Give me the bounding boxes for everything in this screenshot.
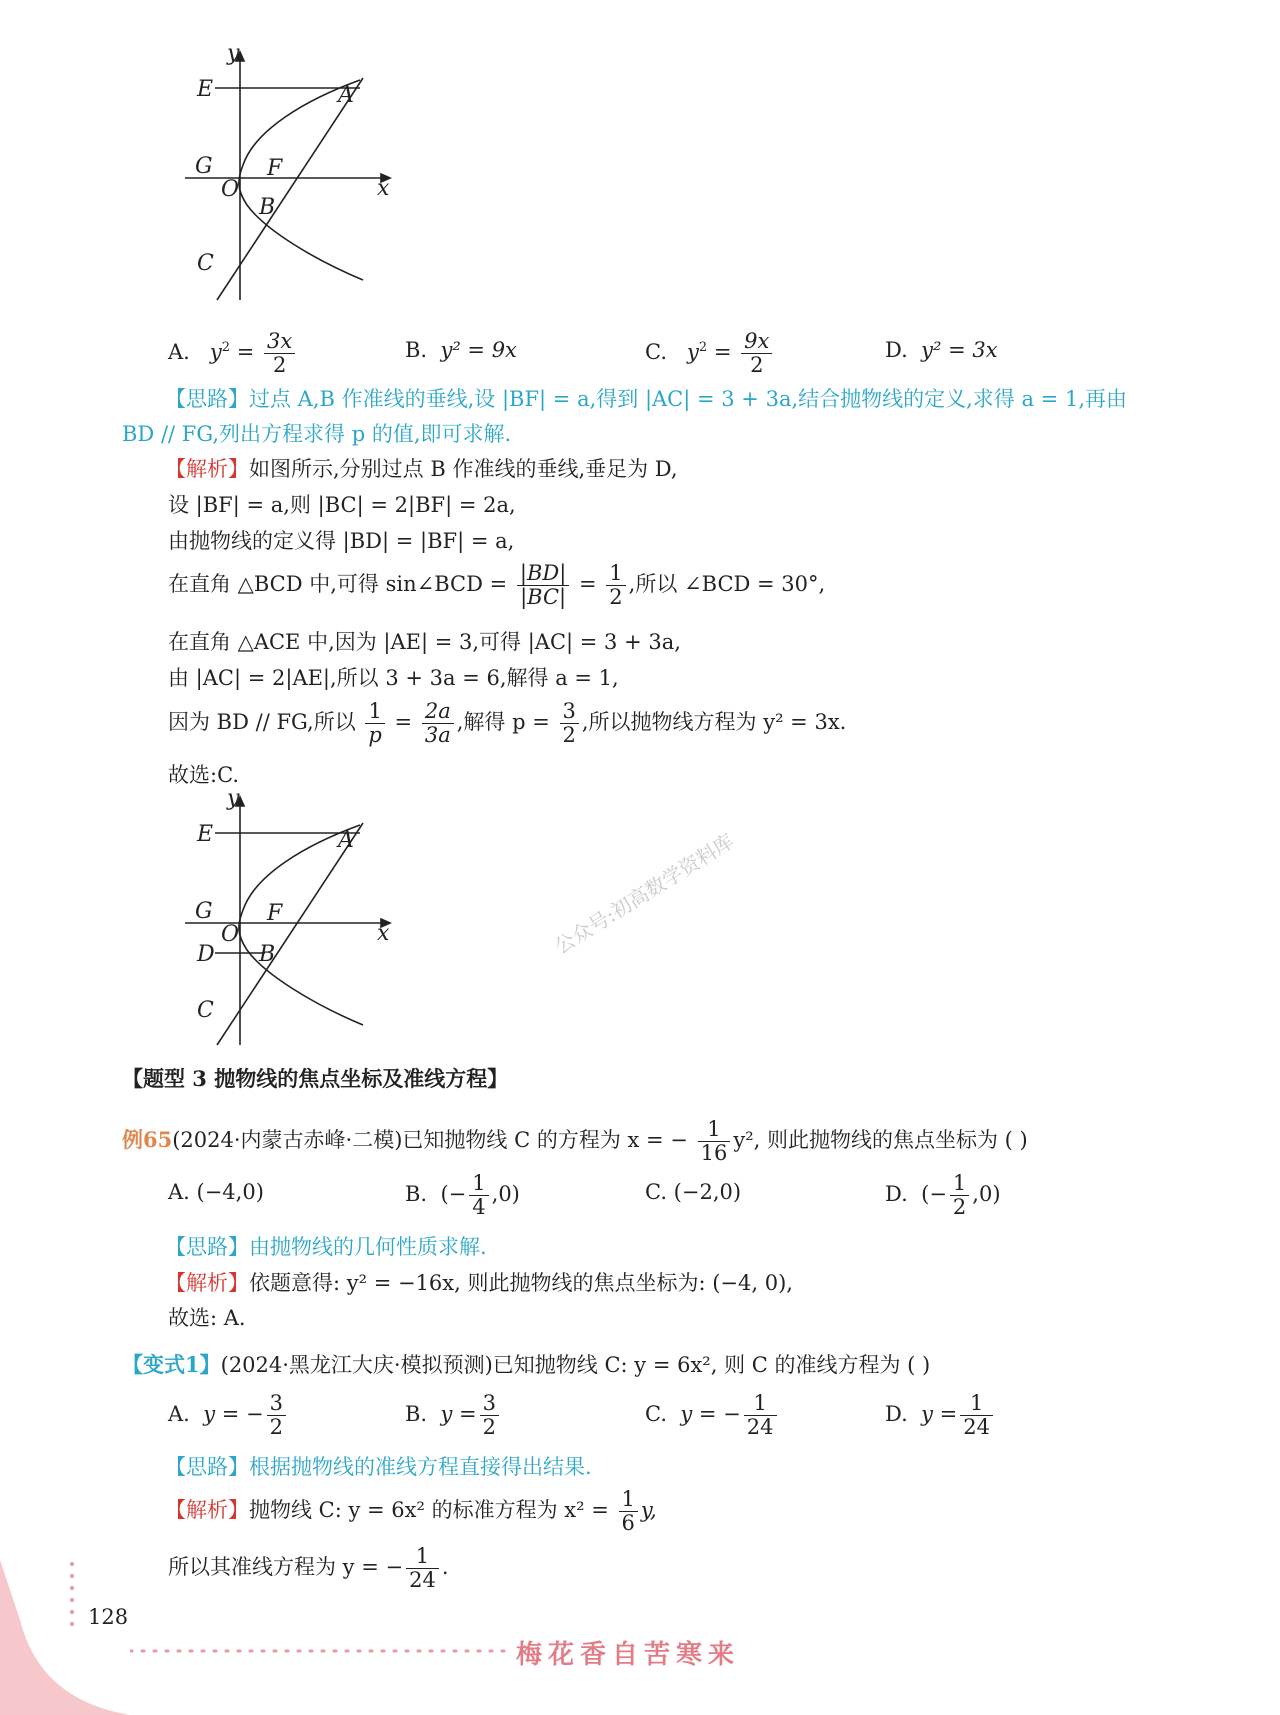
solution-line-4	[168, 562, 825, 609]
fraction	[960, 1392, 993, 1439]
point-label-c: C	[197, 251, 214, 276]
point-label-a: A	[338, 83, 354, 108]
frac-den: 6	[621, 1511, 635, 1536]
option-letter: C.	[645, 1402, 667, 1427]
solution-text: .	[441, 1555, 449, 1580]
solution-text: ,所以 ∠BCD = 30°,	[628, 572, 826, 597]
idea-line-1	[165, 384, 1127, 414]
idea-tag: 【思路】	[165, 1455, 249, 1479]
option-letter: B.	[405, 1402, 428, 1427]
frac-num: 1	[406, 1545, 439, 1569]
example-65-stem	[122, 1118, 1028, 1165]
frac-num: 1	[469, 1172, 488, 1196]
axis-label-x: x	[377, 921, 390, 946]
option-letter: D.	[885, 1182, 908, 1207]
fraction	[744, 1392, 777, 1439]
solution-line-2: 设 |BF| = a,则 |BC| = 2|BF| = 2a,	[168, 493, 516, 517]
option-text: ,0)	[972, 1182, 1001, 1207]
example-65-option-d[interactable]	[885, 1172, 1001, 1219]
option-letter: A.	[168, 340, 190, 365]
fraction-3-2	[560, 700, 579, 747]
solution-text: 如图所示,分别过点 B 作准线的垂线,垂足为 D,	[249, 457, 678, 481]
frac-den: 3a	[424, 723, 451, 748]
point-label-f: F	[267, 901, 283, 926]
option-fraction	[741, 330, 772, 377]
option-text: y² = 3x	[921, 338, 998, 362]
option-text: y = −	[680, 1402, 741, 1427]
option-text: y =	[440, 1402, 477, 1427]
idea-tag: 【思路】	[165, 387, 249, 411]
solution-text: 依题意得: y² = −16x, 则此抛物线的焦点坐标为: (−4, 0),	[249, 1271, 793, 1295]
option-b[interactable]	[405, 338, 517, 362]
idea-text: 由抛物线的几何性质求解.	[249, 1235, 487, 1259]
solution-text: 抛物线 C: y = 6x² 的标准方程为 x² =	[249, 1498, 609, 1523]
point-label-e: E	[197, 822, 214, 847]
frac-den: 24	[409, 1568, 436, 1593]
idea-line-2: BD // FG,列出方程求得 p 的值,即可求解.	[122, 422, 512, 446]
answer-line: 故选:C.	[168, 763, 240, 787]
example-65-answer: 故选: A.	[168, 1306, 246, 1330]
point-label-o: O	[221, 177, 240, 202]
variant-tag: 【变式1】	[122, 1352, 221, 1377]
point-label-e: E	[197, 77, 214, 102]
frac-num: 1	[950, 1172, 969, 1196]
frac-den: 2	[269, 1415, 283, 1440]
page-number: 128	[88, 1605, 129, 1629]
fraction	[480, 1392, 499, 1439]
solution-tag: 【解析】	[165, 1271, 249, 1295]
fraction-1-16	[698, 1118, 731, 1165]
option-letter: A.	[168, 1402, 190, 1427]
point-label-d: D	[197, 942, 215, 967]
parabola-figure-1	[185, 40, 415, 310]
option-letter: B.	[405, 1182, 428, 1207]
option-letter: D.	[885, 1402, 908, 1427]
point-label-b: B	[259, 195, 276, 220]
fraction-2a-3a	[422, 700, 454, 747]
solution-text: 在直角 △BCD 中,可得 sin∠BCD =	[168, 572, 508, 597]
solution-tag: 【解析】	[165, 457, 249, 481]
frac-den: 2	[272, 353, 287, 378]
solution-text: 所以其准线方程为 y = −	[168, 1555, 404, 1580]
parabola-figure-2	[185, 785, 415, 1055]
option-eq: =	[713, 340, 732, 365]
solution-line-1	[165, 454, 678, 484]
frac-den: |BC|	[520, 585, 567, 610]
fraction-1-p	[365, 700, 384, 747]
variant-1-option-b[interactable]	[405, 1392, 502, 1439]
variant-1-solution-2	[168, 1545, 449, 1592]
point-label-a: A	[338, 828, 354, 853]
fraction	[267, 1392, 286, 1439]
equals: =	[579, 572, 597, 597]
option-c[interactable]	[645, 330, 775, 377]
point-label-f: F	[267, 156, 283, 181]
frac-den: 4	[472, 1195, 486, 1220]
fraction-1-24	[406, 1545, 439, 1592]
example-65-option-b[interactable]	[405, 1172, 520, 1219]
solution-line-6: 由 |AC| = 2|AE|,所以 3 + 3a = 6,解得 a = 1,	[168, 666, 619, 690]
idea-text: 根据抛物线的准线方程直接得出结果.	[249, 1455, 592, 1479]
variant-1-solution	[165, 1488, 657, 1535]
option-var: y	[687, 340, 699, 365]
axis-label-x: x	[377, 176, 390, 201]
option-text: ,0)	[491, 1182, 520, 1207]
axis-label-y: y	[227, 786, 240, 811]
fraction-1-2	[950, 1172, 969, 1219]
frac-den: 24	[746, 1415, 774, 1440]
frac-den: 16	[700, 1141, 728, 1166]
solution-line-7	[168, 700, 846, 747]
variant-1-option-d[interactable]	[885, 1392, 996, 1439]
watermark: 公众号:初高数学资料库	[550, 828, 739, 959]
stem-text: (2024·内蒙古赤峰·二模)已知抛物线 C 的方程为 x = −	[172, 1128, 688, 1153]
option-fraction	[264, 330, 295, 377]
idea-tag: 【思路】	[165, 1235, 249, 1259]
option-text: y =	[921, 1402, 958, 1427]
solution-text: y,	[640, 1498, 657, 1523]
stem-text: (2024·黑龙江大庆·模拟预测)已知抛物线 C: y = 6x², 则 C 的准线方程为 ( )	[220, 1353, 931, 1377]
fraction-bd-bc	[517, 562, 569, 609]
solution-line-3: 由抛物线的定义得 |BD| = |BF| = a,	[168, 529, 515, 553]
point-label-g: G	[195, 154, 213, 179]
option-var: y	[209, 340, 222, 365]
equals: =	[394, 710, 413, 735]
page-corner-decoration	[0, 1560, 130, 1715]
option-text: y² = 9x	[440, 338, 517, 362]
frac-num: 1	[960, 1392, 993, 1416]
example-65-idea	[165, 1232, 487, 1262]
variant-1-option-a[interactable]	[168, 1392, 289, 1439]
frac-den: 2	[609, 585, 623, 610]
solution-line-5: 在直角 △ACE 中,因为 |AE| = 3,可得 |AC| = 3 + 3a,	[168, 630, 681, 654]
option-a[interactable]	[168, 330, 298, 377]
example-65-option-a[interactable]: A. (−4,0)	[168, 1180, 264, 1204]
option-text: y = −	[203, 1402, 264, 1427]
frac-num: 1	[606, 562, 625, 586]
variant-1-idea	[165, 1452, 592, 1482]
point-label-g: G	[195, 899, 213, 924]
frac-num: |BD|	[517, 562, 569, 586]
frac-num: 3	[480, 1392, 499, 1416]
solution-text: ,解得 p =	[456, 710, 550, 735]
frac-den: p	[368, 723, 382, 748]
solution-tag: 【解析】	[165, 1498, 249, 1523]
frac-num: 3x	[264, 330, 295, 354]
frac-den: 2	[952, 1195, 967, 1220]
point-label-b: B	[259, 942, 276, 967]
fraction-1-6	[619, 1488, 638, 1535]
fraction-1-4	[469, 1172, 488, 1219]
frac-den: 2	[750, 353, 764, 378]
option-sup: 2	[698, 340, 708, 356]
example-65-solution	[165, 1268, 793, 1298]
footer-dotted-line	[130, 1648, 510, 1654]
point-label-c: C	[197, 998, 214, 1023]
frac-den: 2	[482, 1415, 496, 1440]
stem-text: y², 则此抛物线的焦点坐标为 ( )	[733, 1128, 1028, 1153]
variant-1-option-c[interactable]	[645, 1392, 780, 1439]
frac-num: 1	[698, 1118, 731, 1142]
solution-text: ,所以抛物线方程为 y² = 3x.	[581, 710, 847, 735]
option-text: (−	[440, 1182, 467, 1207]
idea-text: 过点 A,B 作准线的垂线,设 |BF| = a,得到 |AC| = 3 + 3a,结合抛物线的定义,求得 a = 1,再由	[249, 387, 1127, 411]
point-label-o: O	[221, 922, 240, 947]
frac-num: 9x	[741, 330, 772, 354]
variant-1-stem	[122, 1350, 930, 1380]
option-text: (−	[921, 1182, 947, 1207]
fraction-half	[606, 562, 625, 609]
frac-num: 3	[267, 1392, 286, 1416]
option-eq: =	[236, 340, 255, 365]
axis-label-y: y	[227, 41, 240, 66]
frac-den: 2	[562, 723, 576, 748]
section-title: 【题型 3 抛物线的焦点坐标及准线方程】	[122, 1066, 509, 1091]
footer-motto: 梅花香自苦寒来	[516, 1640, 741, 1670]
frac-num: 1	[365, 700, 384, 724]
example-number: 例65	[122, 1127, 173, 1153]
frac-num: 2a	[422, 700, 454, 724]
frac-num: 1	[744, 1392, 777, 1416]
option-letter: C.	[645, 340, 667, 365]
solution-text: 因为 BD // FG,所以	[168, 710, 356, 735]
option-letter: D.	[885, 338, 908, 362]
option-sup: 2	[221, 340, 231, 356]
option-letter: B.	[405, 338, 428, 362]
frac-num: 3	[560, 700, 579, 724]
frac-num: 1	[619, 1488, 638, 1512]
frac-den: 24	[963, 1415, 990, 1440]
example-65-option-c[interactable]: C. (−2,0)	[645, 1180, 742, 1204]
option-d[interactable]	[885, 338, 998, 362]
